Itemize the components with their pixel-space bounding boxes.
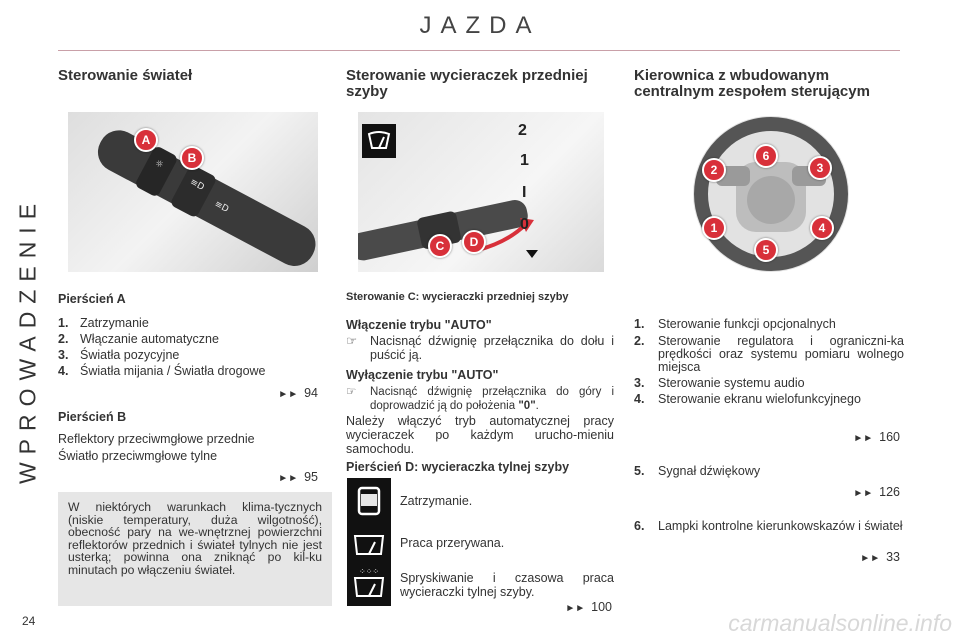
ring-d-item: Praca przerywana. <box>400 536 505 550</box>
callout-4: 4 <box>810 216 834 240</box>
wiper-position-1: 1 <box>520 152 529 169</box>
list-item: 3. Sterowanie systemu audio <box>634 376 805 390</box>
ring-d-heading: Pierścień D: wycieraczka tylnej szyby <box>346 460 570 474</box>
watermark: carmanualsonline.info <box>728 610 952 636</box>
svg-text:⁘⁘⁘: ⁘⁘⁘ <box>359 567 380 576</box>
auto-on-text: ☞ Nacisnąć dźwignię przełącznika do dołu i puścić ją. <box>346 334 614 362</box>
intermittent-icon <box>355 536 383 554</box>
callout-d: D <box>462 230 486 254</box>
double-arrow-icon: ►► <box>860 553 881 564</box>
ring-a-list <box>58 315 266 379</box>
callout-5: 5 <box>754 238 778 262</box>
list-item: 2. Włączanie automatyczne <box>58 332 219 346</box>
page-ref-link[interactable]: ►► 126 <box>853 485 900 499</box>
page-ref-link[interactable]: ►► 100 <box>565 600 612 614</box>
rear-wiper-icon-strip <box>347 478 391 606</box>
double-arrow-icon: ►► <box>853 433 874 444</box>
lights-heading: Sterowanie świateł <box>58 67 193 84</box>
callout-3: 3 <box>808 156 832 180</box>
callout-a: A <box>134 128 158 152</box>
svg-text:≡D: ≡D <box>188 177 206 193</box>
info-note-box: W niektórych warunkach klima-tycznych (niskie temperatury, duża wilgotność), obecność pary na we-wnętrznej powierzchni reflektorów przednich i świateł tylnych nie jest usterką; powinna ona zniknąć po kil-ku minutach po włączeniu świateł. <box>58 492 332 606</box>
ring-a-heading: Pierścień A <box>58 292 126 306</box>
callout-c: C <box>428 234 452 258</box>
list-item: 4. Sterowanie ekranu wielofunkcyjnego <box>634 392 861 406</box>
windscreen-wiper-icon <box>362 124 396 158</box>
list-item: 1. Sterowanie funkcji opcjonalnych <box>634 317 836 331</box>
lights-stalk-illustration <box>68 112 318 272</box>
hand-pointer-icon: ☞ <box>346 334 358 348</box>
double-arrow-icon: ►► <box>853 488 874 499</box>
list-item: 1. Zatrzymanie <box>58 316 149 330</box>
callout-b: B <box>180 146 204 170</box>
callout-1: 1 <box>702 216 726 240</box>
callout-2: 2 <box>702 158 726 182</box>
wipers-heading: Sterowanie wycieraczek przedniej szyby <box>346 67 588 100</box>
page-number: 24 <box>22 614 36 628</box>
page-ref-link[interactable]: ►► 95 <box>278 470 318 484</box>
page-ref-link[interactable]: ►► 94 <box>278 386 318 400</box>
page-title: JAZDA <box>419 12 541 39</box>
list-item: 6. Lampki kontrolne kierunkowskazów i świateł <box>634 519 903 533</box>
callout-6: 6 <box>754 144 778 168</box>
wiper-stalk-photo <box>358 112 604 272</box>
ring-d-item: Spryskiwanie i czasowa praca wycieraczki tylnej szyby. <box>400 571 614 599</box>
steering-wheel-photo <box>664 112 878 276</box>
double-arrow-icon: ►► <box>565 603 586 614</box>
page-ref-link[interactable]: ►► 33 <box>860 550 900 564</box>
auto-off-heading: Wyłączenie trybu "AUTO" <box>346 368 499 382</box>
wiper-position-i: I <box>522 184 527 201</box>
list-item: 2. Sterowanie regulatora i ograniczni-ka prędkości oraz systemu pomiaru wolnego miejsca <box>634 334 904 374</box>
svg-text:≡D: ≡D <box>212 199 231 215</box>
steering-heading: Kierownica z wbudowanym centralnym zespołem sterującym <box>634 67 870 100</box>
side-section-label: WPROWADZENIE <box>14 195 41 485</box>
double-arrow-icon: ►► <box>278 389 299 400</box>
header-divider <box>58 50 900 51</box>
double-arrow-icon: ►► <box>278 473 299 484</box>
list-item: 3. Światła pozycyjne <box>58 348 180 362</box>
ring-d-item: Zatrzymanie. <box>400 494 473 508</box>
page-ref-link[interactable]: ►► 160 <box>853 430 900 444</box>
hand-pointer-icon: ☞ <box>346 386 357 398</box>
figure-caption: Sterowanie C: wycieraczki przedniej szyby <box>346 291 569 303</box>
ring-b-text: Reflektory przeciwmgłowe przednie Światło przeciwmgłowe tylne <box>58 432 255 463</box>
washer-icon <box>355 578 383 596</box>
auto-on-heading: Włączenie trybu "AUTO" <box>346 318 492 332</box>
wiper-position-2: 2 <box>518 122 527 139</box>
auto-paragraph: Należy włączyć tryb automatycznej pracy wycieraczek po każdym urucho-mieniu samochodu. <box>346 414 614 456</box>
list-item: 4. Światła mijania / Światła drogowe <box>58 364 266 378</box>
auto-off-text: ☞ Nacisnąć dźwignię przełącznika do góry i doprowadzić ją do położenia "0". <box>346 386 614 412</box>
lights-stalk-photo <box>68 112 318 272</box>
wiper-position-0: 0 <box>520 216 529 233</box>
svg-text:☼: ☼ <box>152 158 165 172</box>
ring-b-heading: Pierścień B <box>58 410 127 424</box>
list-item: 5. Sygnał dźwiękowy <box>634 464 761 478</box>
